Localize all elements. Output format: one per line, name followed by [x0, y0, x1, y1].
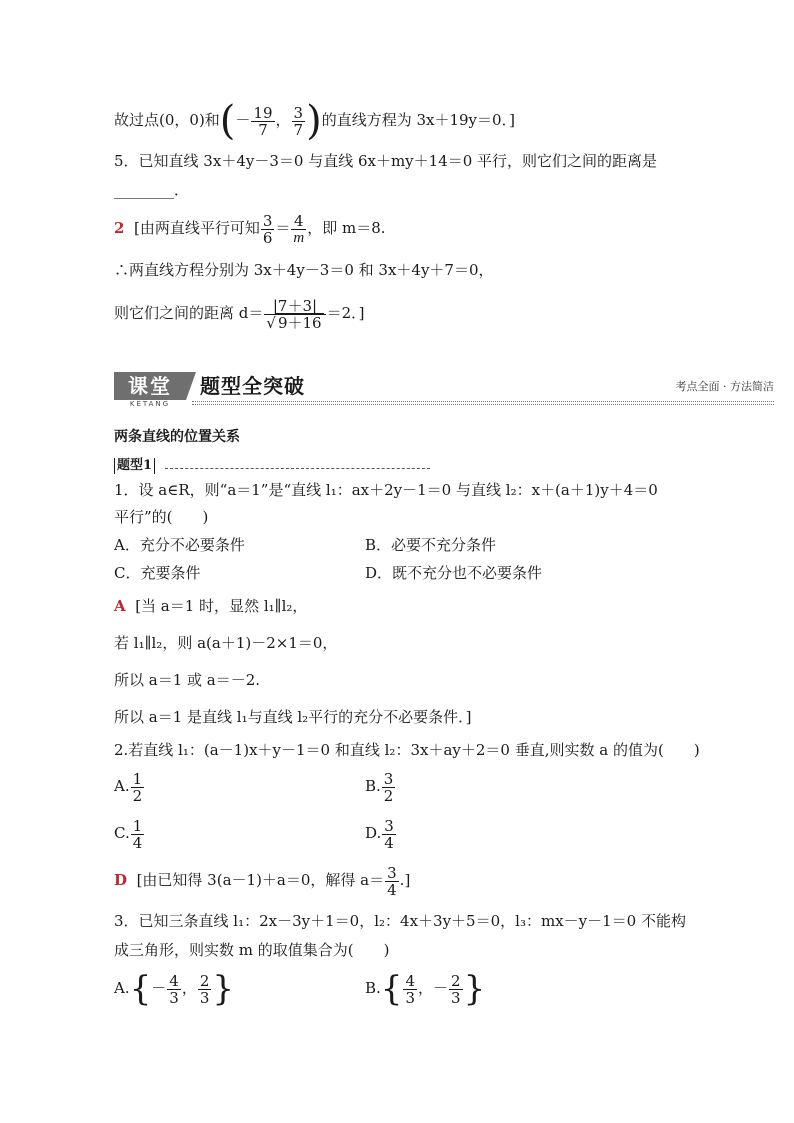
- fraction: $\frac{3}{2}$: [383, 769, 394, 805]
- section-heading: 两条直线的位置关系: [114, 429, 240, 445]
- fraction: $\frac{2}{3}$: [199, 971, 210, 1007]
- question-1-line2: 平行”的( ): [114, 508, 209, 526]
- option-c: C. $\frac{1}{4}$: [114, 816, 143, 852]
- answer-1-line4: 所以 a＝1 是直线 l₁与直线 l₂平行的充分不必要条件．]: [114, 708, 472, 726]
- answer-2: D [由已知得 3(a－1)＋a＝0，解得 a＝ $\frac{3}{4}$ .]: [114, 863, 411, 899]
- fraction: $\frac{3}{7}$: [293, 103, 304, 139]
- banner-sub: KETANG: [129, 400, 171, 408]
- option-a: A．充分不必要条件: [114, 536, 245, 554]
- banner-tail: [186, 372, 196, 400]
- question-5: 5．已知直线 3x＋4y－3＝0 与直线 6x＋my＋14＝0 平行，则它们之间的距离是: [114, 152, 658, 170]
- option-a: A.{－ $\frac{4}{3}$ ， $\frac{2}{3}$ }: [114, 969, 235, 1009]
- fraction: $\frac{4}{3}$: [169, 971, 179, 1007]
- answer-5-line3: 则它们之间的距离 d＝ $\frac{|7+3|}{√ 9+16}$ ＝2．]: [114, 296, 365, 332]
- banner-divider: [192, 404, 774, 405]
- fraction: $\frac{4}{m}$: [293, 211, 305, 246]
- fraction: $\frac{19}{7}$: [253, 103, 273, 139]
- option-b: B．必要不充分条件: [365, 536, 497, 554]
- tag-divider: [165, 468, 430, 469]
- answer-1-line1: A [当 a＝1 时，显然 l₁∥l₂，: [114, 597, 308, 615]
- option-a: A. $\frac{1}{2}$: [114, 769, 143, 805]
- fraction: $\frac{1}{2}$: [132, 769, 143, 805]
- section-banner: [114, 372, 774, 410]
- sqrt-symbol: √ 9＋16: [266, 313, 322, 332]
- question-type-tag: 题型1: [114, 454, 155, 474]
- answer-5: 2 [由两直线平行可知 $\frac{3}{6}$ ＝ $\frac{4}{m}$ ，即 m＝8.: [114, 211, 386, 247]
- answer-5-line2: ∴两直线方程分别为 3x＋4y－3＝0 和 3x＋4y＋7＝0，: [114, 261, 494, 279]
- fraction: $\frac{|7+3|}{√ 9+16}$: [264, 298, 325, 331]
- banner-title: 题型全突破: [200, 374, 305, 398]
- question-1-line1: 1．设 a∈R，则“a＝1”是“直线 l₁：ax＋2y－1＝0 与直线 l₂：x＋(a＋1)y＋4＝0: [114, 481, 658, 499]
- banner-label: 课堂: [114, 372, 186, 400]
- fraction: $\frac{3}{4}$: [387, 863, 397, 899]
- fraction: $\frac{4}{3}$: [405, 971, 415, 1007]
- answer-1-line2: 若 l₁∥l₂，则 a(a＋1)－2×1＝0，: [114, 634, 338, 652]
- option-d: D. $\frac{3}{4}$: [365, 816, 394, 852]
- question-3-line1: 3．已知三条直线 l₁：2x－3y＋1＝0，l₂：4x＋3y＋5＝0，l₃：mx－y－1＝0 不能构: [114, 912, 686, 930]
- banner-slogan: 考点全面 · 方法简洁: [675, 380, 774, 393]
- line-conclusion: 故过点(0，0)和(－ $\frac{19}{7}$ ， $\frac{3}{7}$ )的直线方程为 3x＋19y＝0．]: [114, 98, 515, 144]
- fraction: $\frac{1}{4}$: [132, 816, 143, 852]
- option-d: D．既不充分也不必要条件: [365, 564, 543, 582]
- option-b: B. $\frac{3}{2}$: [365, 769, 394, 805]
- fraction: $\frac{3}{4}$: [384, 816, 394, 852]
- option-c: C．充要条件: [114, 564, 201, 582]
- question-3-line2: 成三角形，则实数 m 的取值集合为( ): [114, 941, 390, 959]
- banner-divider: [192, 401, 774, 402]
- answer-1-line3: 所以 a＝1 或 a＝－2.: [114, 671, 261, 689]
- fraction: $\frac{3}{6}$: [262, 211, 273, 247]
- option-b: B.{ $\frac{4}{3}$ ，－ $\frac{2}{3}$ }: [365, 969, 486, 1009]
- answer-blank: ________．: [114, 181, 190, 199]
- question-2-line1: 2.若直线 l₁：(a－1)x＋y－1＝0 和直线 l₂：3x＋ay＋2＝0 垂直,则实数 a 的值为( ): [114, 741, 700, 759]
- fraction: $\frac{2}{3}$: [451, 971, 461, 1007]
